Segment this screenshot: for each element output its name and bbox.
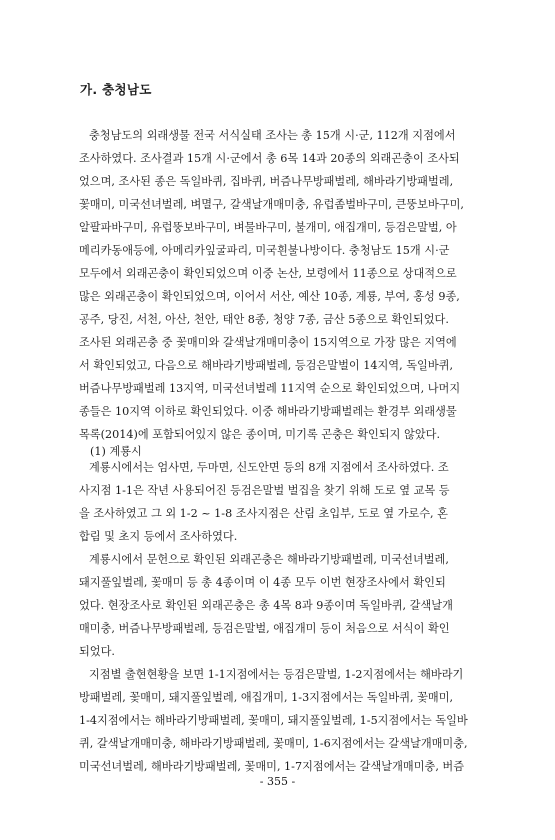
text-line: 되었다. xyxy=(79,645,115,658)
text-line: 을 조사하였고 그 외 1-2 ~ 1-8 조사지점은 산림 초입부, 도로 옆 가로수, 혼 xyxy=(79,507,448,520)
text-line: 퀴, 갈색날개매미충, 해바라기방패벌레, 꽃매미, 1-6지점에서는 갈색날개매미충, xyxy=(79,737,468,750)
text-line: 방패벌레, 꽃매미, 돼지풀잎벌레, 애집개미, 1-3지점에서는 독일바퀴, 꽃매미, xyxy=(79,691,454,704)
text-line: 충청남도의 외래생물 전국 서식실태 조사는 총 15개 시·군, 112개 지점에서 xyxy=(89,129,456,142)
text-line: 지점별 출현현황을 보면 1-1지점에서는 등검은말벌, 1-2지점에서는 해바라기 xyxy=(89,668,464,681)
text-line: 종들은 10지역 이하로 확인되었다. 이중 해바라기방패벌레는 환경부 외래생물 xyxy=(79,405,457,418)
text-line: 버즘나무방패벌레 13지역, 미국선녀벌레 11지역 순으로 확인되었으며, 나머지 xyxy=(79,382,461,395)
text-line: 매미충, 버즘나무방패벌레, 등검은말벌, 애집개미 등이 처음으로 서식이 확인 xyxy=(79,622,450,635)
text-line: 었다. 현장조사로 확인된 외래곤충은 총 4목 8과 9종이며 독일바퀴, 갈색날개 xyxy=(79,599,453,612)
intro-paragraph xyxy=(79,124,489,446)
text-line: 목록(2014)에 포함되어있지 않은 종이며, 미기록 곤충은 확인되지 않았다. xyxy=(79,428,440,441)
text-line: 조사된 외래곤충 중 꽃매미와 갈색날개매미충이 15지역으로 가장 많은 지역에 xyxy=(79,336,457,349)
text-line: 공주, 당진, 서천, 아산, 천안, 태안 8종, 청양 7종, 금산 5종으로 확인되었다. xyxy=(79,313,449,326)
text-line: 조사하였다. 조사결과 15개 시·군에서 총 6목 14과 20종의 외래곤충이 조사되 xyxy=(79,152,460,165)
text-line: 미국선녀벌레, 해바라기방패벌레, 꽃매미, 1-7지점에서는 갈색날개매미충, 버즘 xyxy=(79,760,465,773)
text-line: 메리카동애등에, 아메리카잎굴파리, 미국흰불나방이다. 충청남도 15개 시·군 xyxy=(79,244,450,257)
text-line: 합림 및 초지 등에서 조사하였다. xyxy=(79,530,238,543)
text-line: 알팔파바구미, 유럽뚱보바구미, 벼물바구미, 불개미, 애집개미, 등검은말벌, 아 xyxy=(79,221,457,234)
text-line: 꽃매미, 미국선녀벌레, 벼멸구, 갈색날개매미충, 유럽좀벌바구미, 큰뚱보바구미, xyxy=(79,198,464,211)
text-line: 계룡시에서는 엄사면, 두마면, 신도안면 등의 8개 지점에서 조사하였다. 조 xyxy=(89,461,449,474)
text-line: 1-4지점에서는 해바라기방패벌레, 꽃매미, 돼지풀잎벌레, 1-5지점에서는 독일바 xyxy=(79,714,468,727)
text-line: 많은 외래곤충이 확인되었으며, 이어서 서산, 예산 10종, 계룡, 부여, 홍성 9종, xyxy=(79,290,460,303)
subsection-title: (1) 계룡시 xyxy=(90,445,142,458)
text-line: 사지점 1-1은 작년 사용되어진 등검은말벌 벌집을 찾기 위해 도로 옆 교목 등 xyxy=(79,484,450,497)
page-number: - 355 - xyxy=(259,775,296,788)
text-line: 돼지풀잎벌레, 꽃매미 등 총 4종이며 이 4종 모두 이번 현장조사에서 확인되 xyxy=(79,576,446,589)
text-line: 었으며, 조사된 종은 독일바퀴, 집바퀴, 버즘나무방패벌레, 해바라기방패벌레, xyxy=(79,175,454,188)
section-title: 가. 충청남도 xyxy=(80,82,152,97)
text-line: 모두에서 외래곤충이 확인되었으며 이중 논산, 보령에서 11종으로 상대적으로 xyxy=(79,267,457,280)
text-line: 서 확인되었고, 다음으로 해바라기방패벌레, 등검은말벌이 14지역, 독일바퀴, xyxy=(79,359,454,372)
text-line: 계룡시에서 문헌으로 확인된 외래곤충은 해바라기방패벌레, 미국선녀벌레, xyxy=(89,553,449,566)
gyeryong-paragraphs xyxy=(79,456,489,778)
